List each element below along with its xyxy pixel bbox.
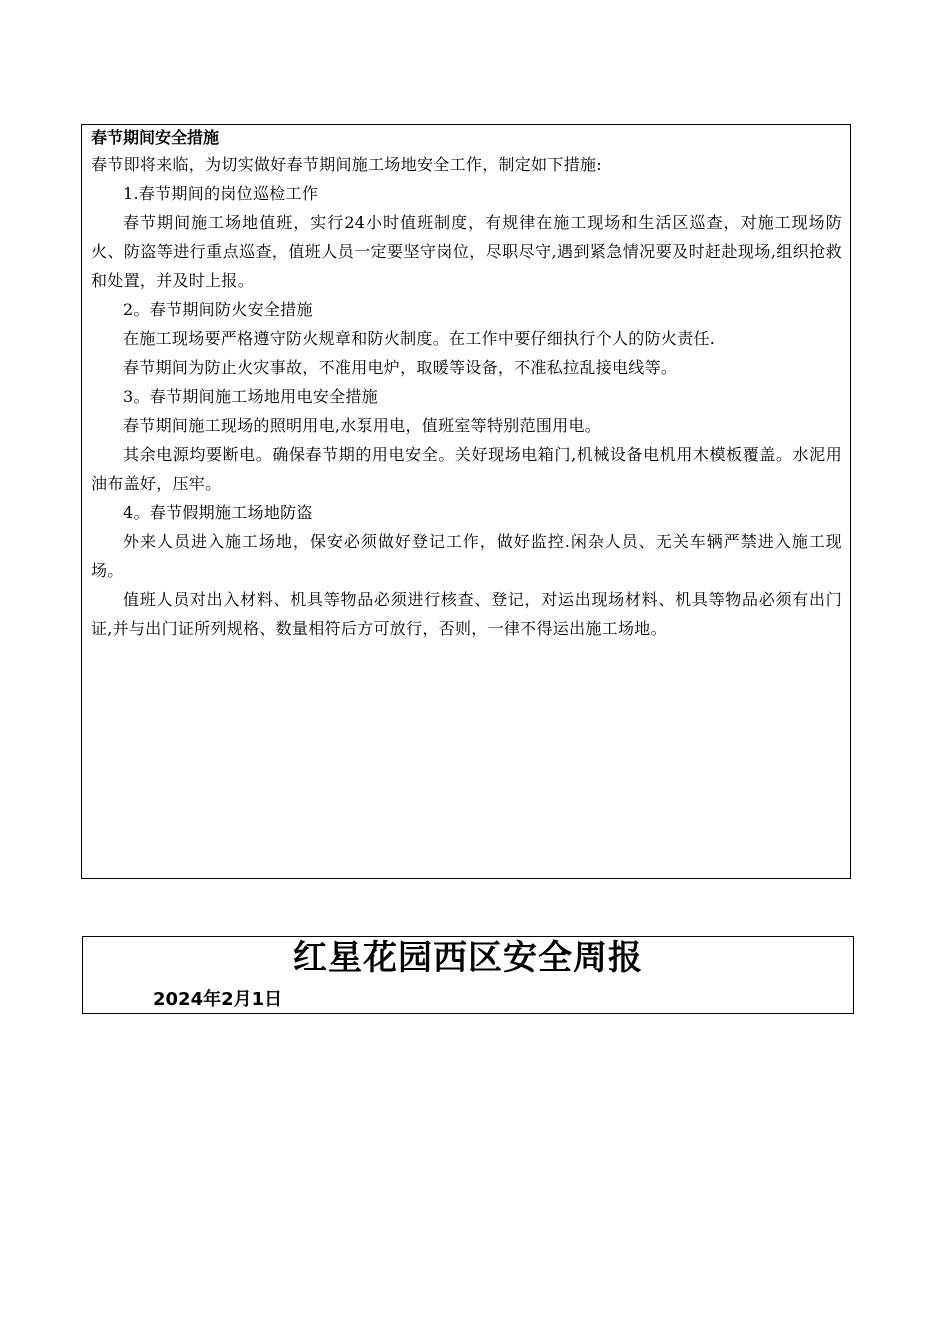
paragraph-heading-3: 3。春节期间施工场地用电安全措施	[123, 387, 378, 406]
weekly-report-header	[82, 936, 854, 1014]
section-title: 春节期间安全措施	[91, 128, 220, 147]
paragraph-intro: 春节即将来临，为切实做好春节期间施工场地安全工作，制定如下措施:	[91, 155, 602, 174]
report-date: 2024年2月1日	[153, 989, 283, 1010]
paragraph: 在施工现场要严格遵守防火规章和防火制度。在工作中要仔细执行个人的防火责任.	[123, 329, 716, 348]
paragraph: 值班人员对出入材料、机具等物品必须进行核查、登记，对运出现场材料、机具等物品必须有出门证,并与出门证所列规格、数量相符后方可放行，否则，一律不得运出施工场地。	[91, 590, 842, 638]
paragraph: 春节期间为防止火灾事故，不准用电炉，取暖等设备，不准私拉乱接电线等。	[123, 358, 678, 377]
section-body	[91, 150, 842, 643]
report-title: 红星花园西区安全周报	[293, 938, 643, 978]
paragraph-heading-2: 2。春节期间防火安全措施	[123, 300, 313, 319]
paragraph: 其余电源均要断电。确保春节期的用电安全。关好现场电箱门,机械设备电机用木模板覆盖。水泥用油布盖好，压牢。	[91, 445, 842, 493]
safety-measures-box	[81, 124, 851, 879]
paragraph: 春节期间施工现场的照明用电,水泵用电，值班室等特别范围用电。	[123, 416, 602, 435]
paragraph: 春节期间施工场地值班，实行24小时值班制度，有规律在施工现场和生活区巡查，对施工现场防火、防盗等进行重点巡查，值班人员一定要坚守岗位，尽职尽守,遇到紧急情况要及时赶赴现场,组织抢救和处置，并及时上报。	[91, 213, 842, 290]
paragraph: 外来人员进入施工场地，保安必须做好登记工作，做好监控.闲杂人员、无关车辆严禁进入施工现场。	[91, 532, 842, 580]
paragraph-heading-4: 4。春节假期施工场地防盗	[123, 503, 313, 522]
paragraph-heading-1: 1.春节期间的岗位巡检工作	[123, 184, 319, 203]
